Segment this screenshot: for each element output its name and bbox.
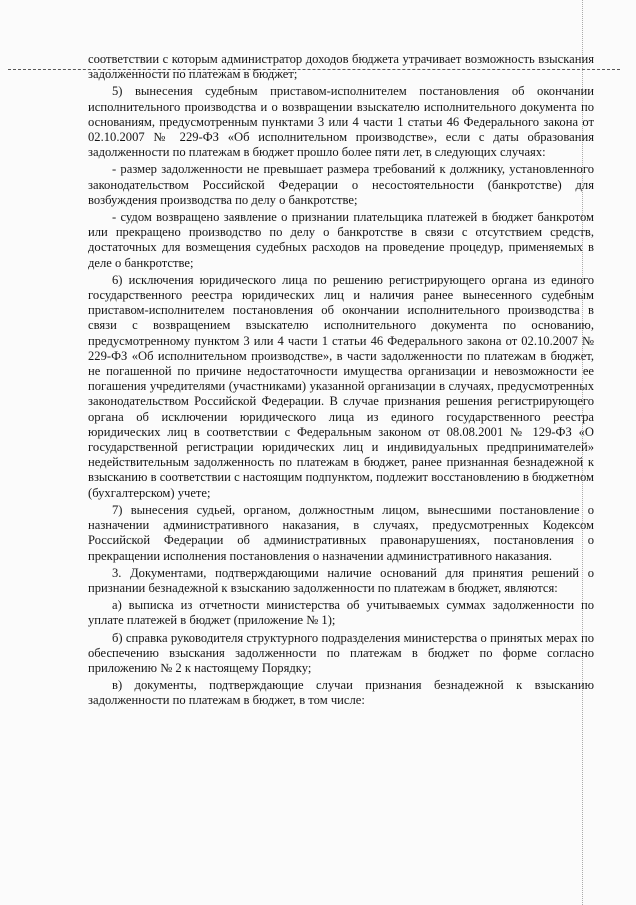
paragraph-dash-2: - судом возвращено заявление о признании плательщика платежей в бюджет банкротом или прекращено производство по делу о банкротстве в связи с отсутствием средств, достаточных для возмещения судебных расходов на проведение процедур, применяемых в деле о банкротстве; [88,210,594,270]
paragraph-continuation: соответствии с которым администратор доходов бюджета утрачивает возможность взыскания задолженности по платежам в бюджет; [88,52,594,82]
paragraph-item-6: 6) исключения юридического лица по решению регистрирующего органа из единого государственного реестра юридических лиц и наличия ранее вынесенного судебным приставом-исполнителем постановления об окончании исполнительного производства в связи с возвращением взыскателю исполнительного документа по основанию, предусмотренному пунктом 3 или 4 части 1 статьи 46 Федерального закона от 02.10.2007 № 229-ФЗ «Об исполнительном производстве», в части задолженности по платежам в бюджет, не погашенной по причине недостаточности имущества организации и невозможности ее погашения учредителями (участниками) указанной организации в случаях, предусмотренных законодательством Российской Федерации. В случае признания решения регистрирующего органа об исключении юридического лица из единого государственного реестра юридических лиц в соответствии с Федеральным законом от 08.08.2001 № 129-ФЗ «О государственной регистрации юридических лиц и индивидуальных предпринимателей» недействительным задолженность по платежам в бюджет, ранее признанная безнадежной к взысканию в соответствии с настоящим подпунктом, подлежит восстановлению в бюджетном (бухгалтерском) учете; [88,272,594,500]
paragraph-dash-1: - размер задолженности не превышает размера требований к должнику, установленного законодательством Российской Федерации о несостоятельности (банкротстве) для возбуждения производства по делу о банкротстве; [88,162,594,207]
paragraph-item-7: 7) вынесения судьей, органом, должностным лицом, вынесшими постановление о назначении административного наказания, в случаях, предусмотренных Кодексом Российской Федерации об административных правонарушениях, постановления о прекращении исполнения постановления о назначении административного наказания. [88,502,594,563]
paragraph-section-3: 3. Документами, подтверждающими наличие оснований для принятия решений о признании безнадежной к взысканию задолженности по платежам в бюджет, являются: [88,565,594,595]
paragraph-item-a: а) выписка из отчетности министерства об учитываемых суммах задолженности по уплате платежей в бюджет (приложение № 1); [88,598,594,628]
paragraph-item-v: в) документы, подтверждающие случаи признания безнадежной к взысканию задолженности по платежам в бюджет, в том числе: [88,678,594,708]
paragraph-item-5: 5) вынесения судебным приставом-исполнителем постановления об окончании исполнительного производства и о возвращении взыскателю исполнительного документа по основаниям, предусмотренным пунктами 3 или 4 части 1 статьи 46 Федерального закона от 02.10.2007 № 229-ФЗ «Об исполнительном производстве», если с даты образования задолженности по платежам в бюджет прошло более пяти лет, в следующих случаях: [88,84,594,160]
document-body [88,52,594,711]
paragraph-item-b: б) справка руководителя структурного подразделения министерства о принятых мерах по обеспечению взыскания задолженности по платежам в бюджет по форме согласно приложению № 2 к настоящему Порядку; [88,630,594,675]
